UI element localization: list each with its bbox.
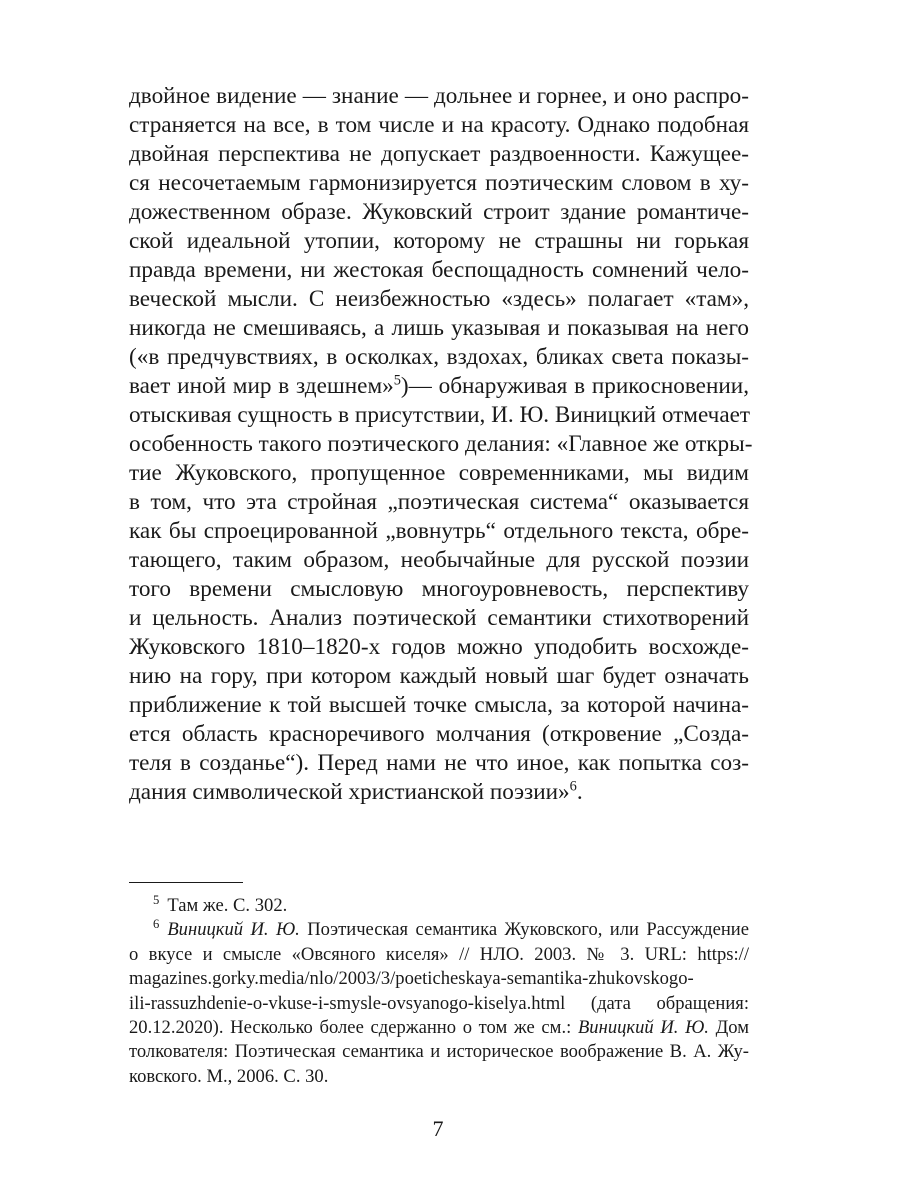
text-line: Жуковского 1810–1820-х годов можно уподобить восхожде- <box>129 634 749 660</box>
text-line: ся несочетаемым гармонизируется поэтическим словом в ху- <box>129 170 749 196</box>
text-line: правда времени, ни жестокая беспощадность сомнений чело- <box>129 257 749 283</box>
footnote-text: Дом <box>708 1016 750 1038</box>
footnote-url-line[interactable]: ili-rassuzhdenie-o-vkuse-i-smysle-ovsyanogo-kiselya.html (дата обращения: <box>129 992 749 1014</box>
footnote-mark: 5 <box>153 892 160 907</box>
text-line: того времени смысловую многоуровневость, перспективу <box>129 576 749 602</box>
footnote-line: толкователя: Поэтическая семантика и историческое воображение В. А. Жу- <box>129 1041 749 1063</box>
text-segment: дания символической христианской поэзии» <box>129 779 570 805</box>
footnote-text: Там же. С. 302. <box>167 895 288 916</box>
text-line: веческой мысли. С неизбежностью «здесь» полагает «там», <box>129 286 749 312</box>
text-line: ется область красноречивого молчания (откровение „Созда- <box>129 721 749 747</box>
text-line: отыскивая сущность в присутствии, И. Ю. Виницкий отмечает <box>129 402 751 428</box>
footnote-mark: 6 <box>153 917 160 932</box>
footnote-6 <box>129 918 749 942</box>
text-line: никогда не смешиваясь, а лишь указывая и показывая на него <box>129 315 749 341</box>
text-line: особенность такого поэтического делания: «Главное же откры- <box>129 431 753 457</box>
footnote-line <box>129 1016 749 1040</box>
text-line: нию на гору, при котором каждый новый шаг будет означать <box>129 663 749 689</box>
text-line: как бы спроецированной „вовнутрь“ отдельного текста, обре- <box>129 518 749 544</box>
text-line: в том, что эта стройная „поэтическая система“ оказывается <box>129 489 749 515</box>
text-line: дожественном образе. Жуковский строит здание романтиче- <box>129 199 749 225</box>
text-segment: )— обнаруживая в прикосновении, <box>400 373 749 399</box>
footnote-text: Поэтическая семантика Жуковского, или Рассуждение <box>299 919 749 941</box>
footnote-author: Виницкий И. Ю. <box>167 919 300 941</box>
text-line: («в предчувствиях, в осколках, вздохах, бликах света показы- <box>129 344 749 370</box>
footnote-url-line[interactable]: magazines.gorky.media/nlo/2003/3/poeticheskaya-semantika-zhukovskogo- <box>129 968 694 990</box>
footnote-line: о вкусе и смысле «Овсяного киселя» // НЛО. 2003. № 3. URL: https:// <box>129 943 749 965</box>
footnote-line: ковского. М., 2006. С. 30. <box>129 1065 329 1087</box>
text-line: двойное видение — знание — дольнее и горнее, и оно распро- <box>129 83 749 109</box>
text-line: ской идеальной утопии, которому не страшны ни горькая <box>129 228 749 254</box>
text-line: и цельность. Анализ поэтической семантики стихотворений <box>129 605 749 631</box>
text-line: двойная перспектива не допускает раздвоенности. Кажущее- <box>129 141 749 167</box>
page-number: 7 <box>432 1116 444 1141</box>
footnote-author: Виницкий И. Ю. <box>577 1016 709 1038</box>
text-line: страняется на все, в том числе и на красоту. Однако подобная <box>129 112 749 138</box>
text-line <box>129 372 749 401</box>
text-segment: вает иной мир в здешнем» <box>129 373 394 399</box>
text-line: приближение к той высшей точке смысла, за которой начина- <box>129 692 749 718</box>
footnote-ref-6[interactable]: 6 <box>569 778 577 795</box>
text-line: теля в созданье“). Перед нами не что иное, как попытка соз- <box>129 750 749 776</box>
text-line: дания символической христианской поэзии»$^6$. <box>129 778 583 805</box>
footnote-ref-5[interactable]: 5 <box>393 372 401 389</box>
main-text <box>129 82 753 807</box>
footnote-text: 20.12.2020). Несколько более сдержанно о том же см.: <box>129 1016 578 1038</box>
text-line: тающего, таким образом, необычайные для русской поэзии <box>129 547 749 573</box>
footnote-5 <box>129 894 749 918</box>
footnotes <box>129 894 749 1089</box>
text-line: тие Жуковского, пропущенное современниками, мы видим <box>129 460 749 486</box>
footnote-divider <box>129 882 243 883</box>
